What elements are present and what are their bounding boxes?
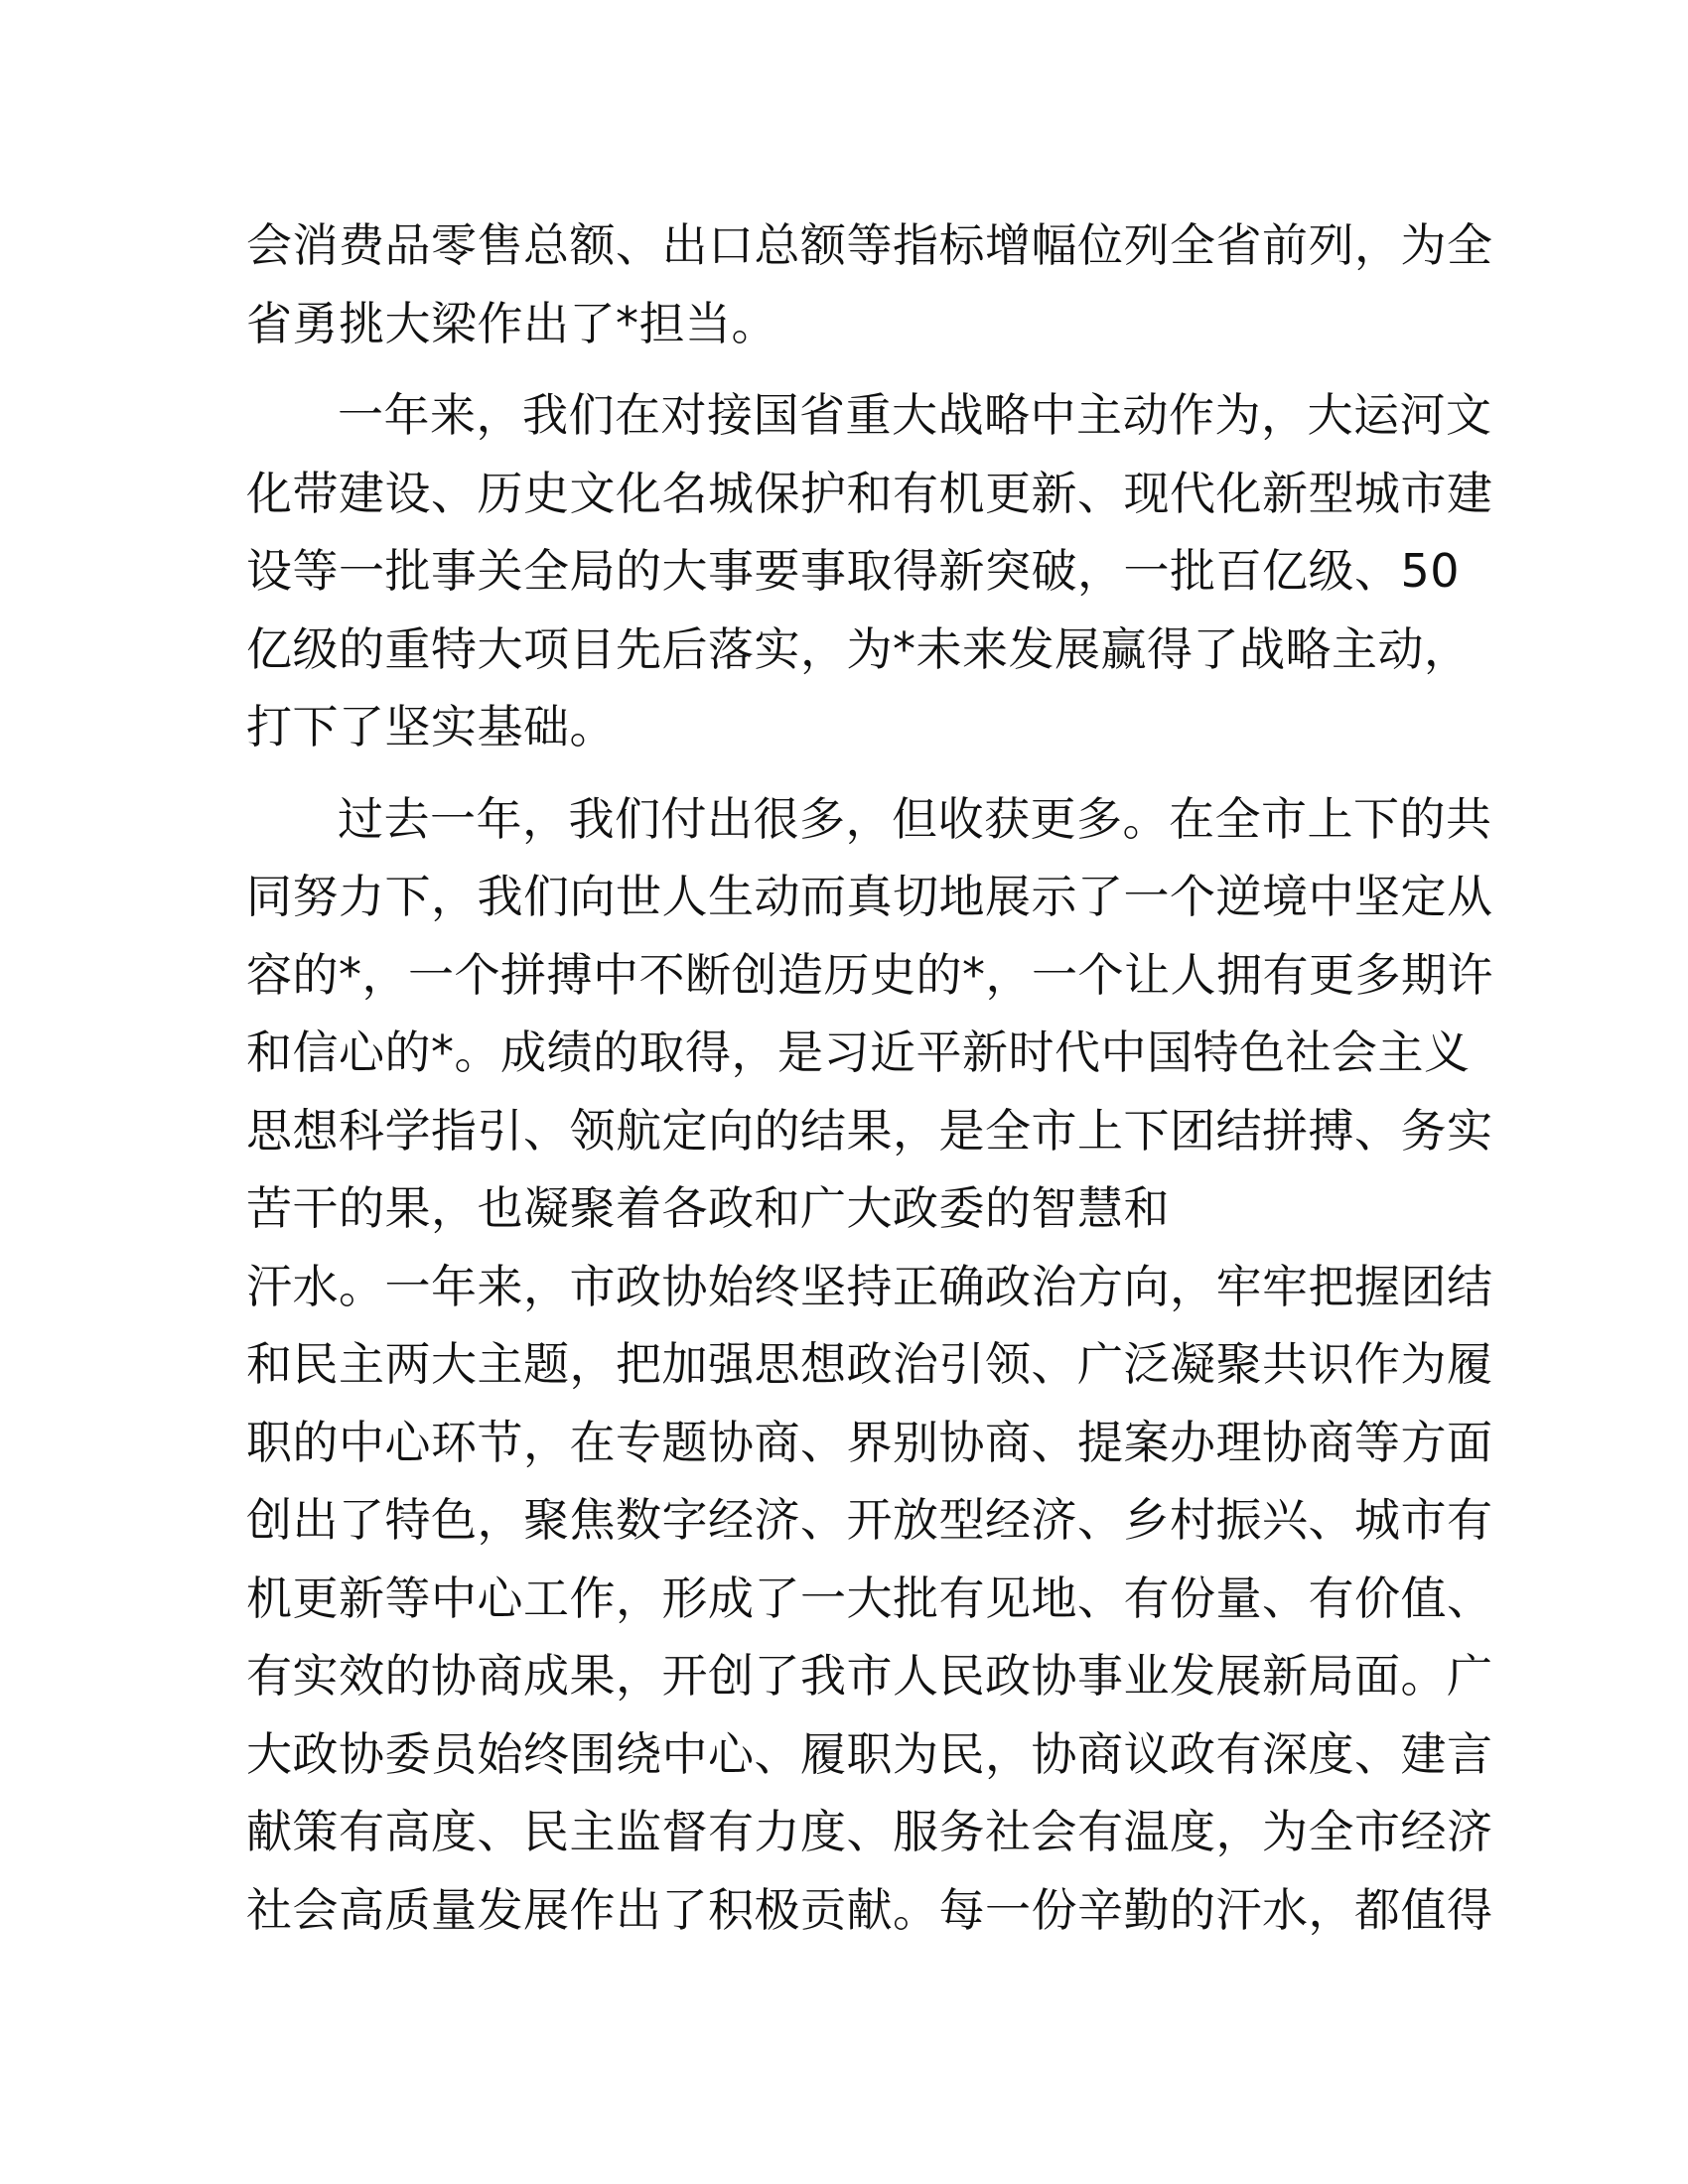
text-line: 和信心的*。成绩的取得，是习近平新时代中国特色社会主义	[246, 1025, 1471, 1079]
text-line: 会消费品零售总额、出口总额等指标增幅位列全省前列，为全	[246, 218, 1493, 272]
text-line: 亿级的重特大项目先后落实，为*未来发展赢得了战略主动，	[246, 621, 1471, 676]
text-line: 创出了特色，聚焦数字经济、开放型经济、乡村振兴、城市有	[246, 1493, 1493, 1547]
text-line: 机更新等中心工作，形成了一大批有见地、有份量、有价值、	[246, 1570, 1493, 1625]
text-line: 和民主两大主题，把加强思想政治引领、广泛凝聚共识作为履	[246, 1337, 1493, 1391]
paragraph-first-line: 过去一年，我们付出很多，但收获更多。在全市上下的共	[338, 791, 1492, 846]
paragraph-first-line: 一年来，我们在对接国省重大战略中主动作为，大运河文	[338, 388, 1492, 442]
text-line: 省勇挑大梁作出了*担当。	[246, 296, 777, 350]
text-line: 献策有高度、民主监督有力度、服务社会有温度，为全市经济	[246, 1805, 1493, 1858]
text-line: 化带建设、历史文化名城保护和有机更新、现代化新型城市建	[246, 466, 1493, 520]
text-line: 思想科学指引、领航定向的结果，是全市上下团结拼搏、务实	[246, 1103, 1493, 1158]
body-text	[246, 206, 1493, 1949]
text-line: 大政协委员始终围绕中心、履职为民，协商议政有深度、建言	[246, 1726, 1493, 1781]
text-line: 苦干的果，也凝聚着各政和广大政委的智慧和	[246, 1181, 1170, 1235]
text-line: 职的中心环节，在专题协商、界别协商、提案办理协商等方面	[246, 1415, 1493, 1469]
text-line: 汗水。一年来，市政协始终坚持正确政治方向，牢牢把握团结	[246, 1259, 1493, 1313]
text-line: 容的*，一个拼搏中不断创造历史的*，一个让人拥有更多期许	[246, 947, 1493, 1002]
text-line: 打下了坚实基础。	[246, 700, 616, 753]
text-line: 同努力下，我们向世人生动而真切地展示了一个逆境中坚定从	[246, 870, 1493, 923]
text-line: 有实效的协商成果，开创了我市人民政协事业发展新局面。广	[246, 1649, 1493, 1703]
text-line: 社会高质量发展作出了积极贡献。每一份辛勤的汗水，都值得	[246, 1882, 1493, 1937]
text-line: 设等一批事关全局的大事要事取得新突破，一批百亿级、50	[246, 544, 1461, 598]
